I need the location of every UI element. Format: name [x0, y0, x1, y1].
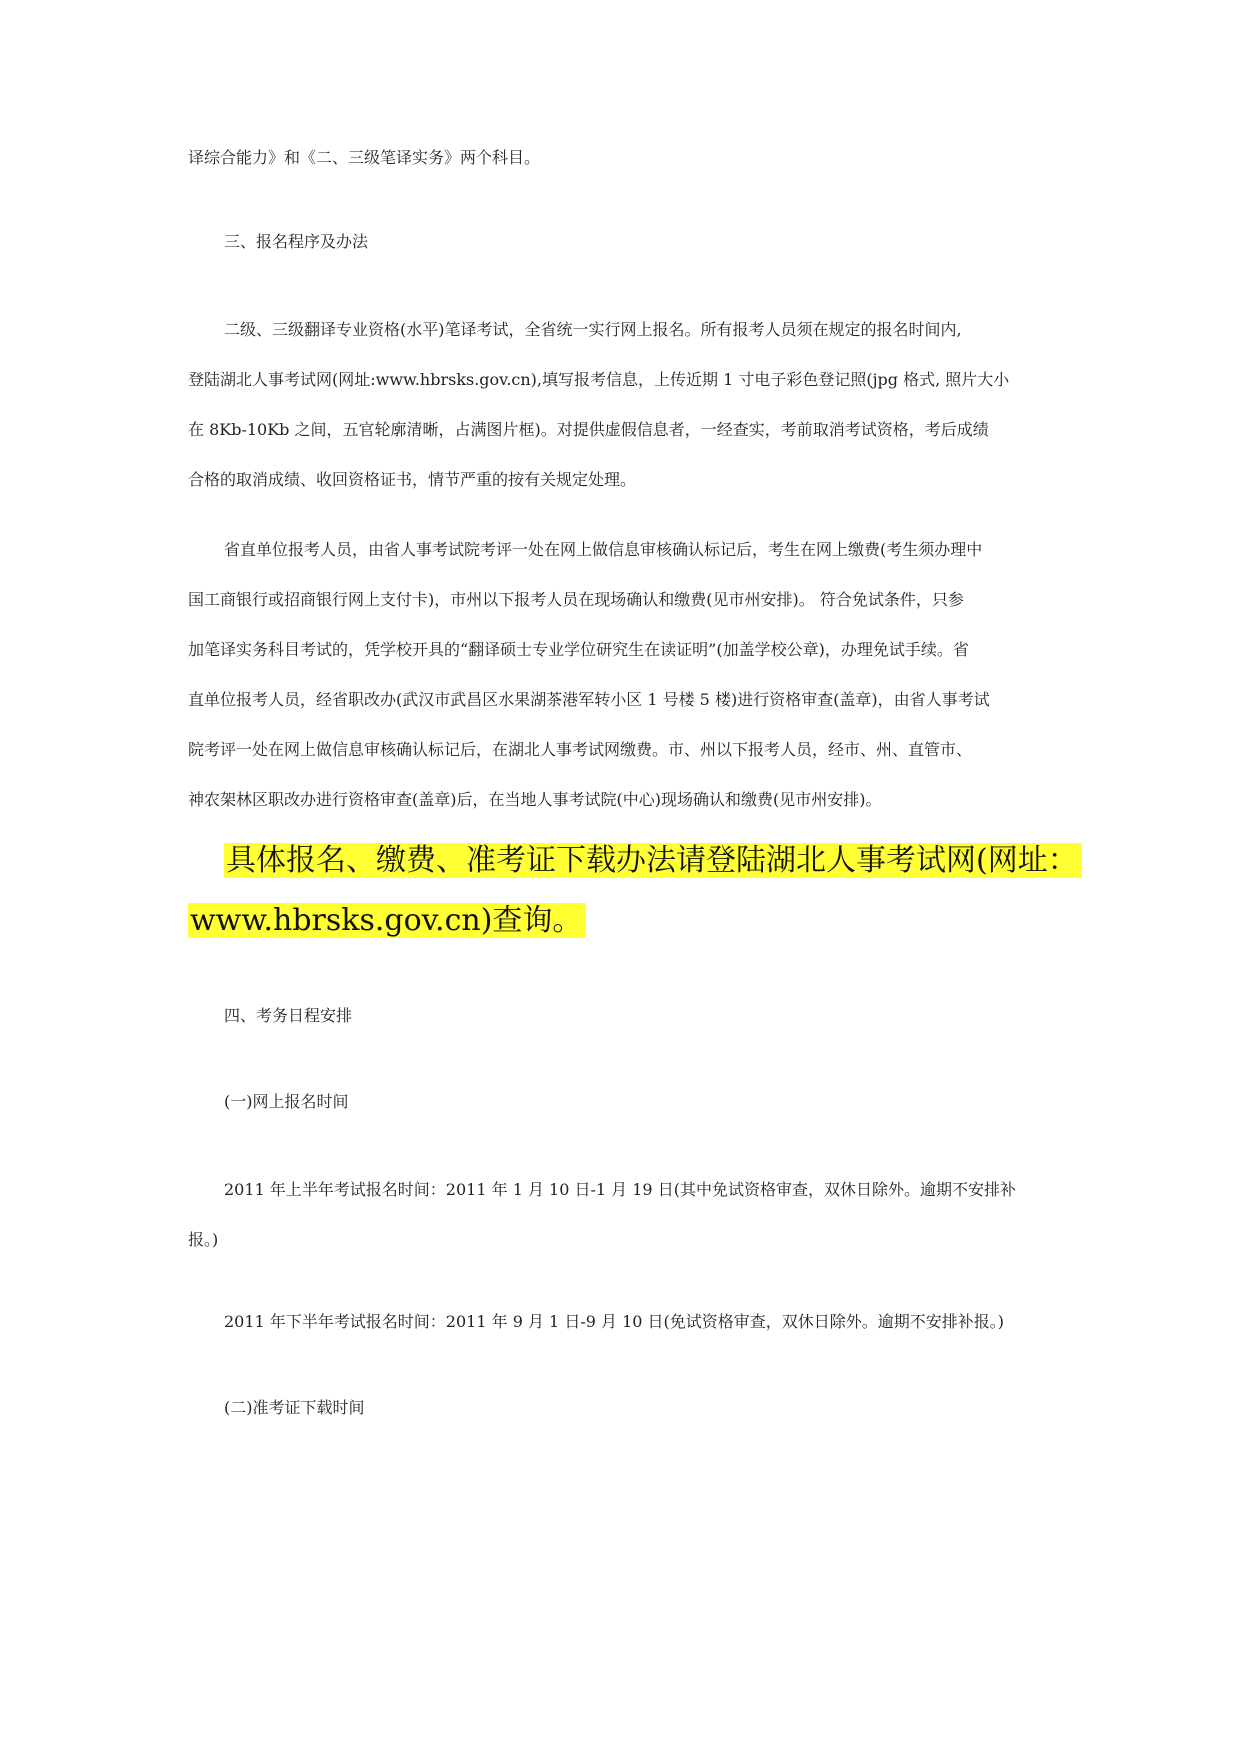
- text-line: 登陆湖北人事考试网(网址:www.hbrsks.gov.cn),填写报考信息，上传近期 1 寸电子彩色登记照(jpg 格式, 照片大小: [188, 370, 1010, 389]
- text-line: 2011 年上半年考试报名时间：2011 年 1 月 10 日-1 月 19 日(其中免试资格审查，双休日除外。逾期不安排补: [224, 1180, 1016, 1199]
- section-heading-registration: [188, 230, 1058, 254]
- subheading-text: (一)网上报名时间: [224, 1092, 349, 1111]
- text-line: 在 8Kb-10Kb 之间，五官轮廓清晰，占满图片框)。对提供虚假信息者，一经查实，考前取消考试资格，考后成绩: [188, 420, 989, 439]
- section-heading-schedule: [188, 1004, 1058, 1028]
- text-line: 直单位报考人员，经省职改办(武汉市武昌区水果湖茶港军转小区 1 号楼 5 楼)进行资格审查(盖章)，由省人事考试: [188, 690, 990, 709]
- paragraph-online-registration: [188, 318, 1058, 492]
- highlight-text: 具体报名、缴费、准考证下载办法请登陆湖北人事考试网(网址：: [224, 843, 1082, 878]
- subheading-online-registration-time: [188, 1090, 1058, 1114]
- highlighted-notice-line-2: [188, 902, 1068, 940]
- text-line: 省直单位报考人员，由省人事考试院考评一处在网上做信息审核确认标记后，考生在网上缴费(考生须办理中: [224, 540, 983, 559]
- highlight-text: www.hbrsks.gov.cn)查询。: [188, 903, 586, 938]
- paragraph-second-half-dates: [188, 1310, 1058, 1334]
- heading-text: 四、考务日程安排: [224, 1006, 353, 1025]
- subheading-text: (二)准考证下载时间: [224, 1398, 365, 1417]
- text-line: 译综合能力》和《二、三级笔译实务》两个科目。: [188, 148, 541, 167]
- text-line: 国工商银行或招商银行网上支付卡)，市州以下报考人员在现场确认和缴费(见市州安排)。 符合免试条件，只参: [188, 590, 964, 609]
- subheading-admission-ticket-time: [188, 1396, 1058, 1420]
- text-line: 神农架林区职改办进行资格审查(盖章)后，在当地人事考试院(中心)现场确认和缴费(见市州安排)。: [188, 790, 882, 809]
- paragraph-first-half-dates: [188, 1178, 1058, 1252]
- text-line: 合格的取消成绩、收回资格证书，情节严重的按有关规定处理。: [188, 470, 637, 489]
- text-line: 2011 年下半年考试报名时间：2011 年 9 月 1 日-9 月 10 日(免试资格审查，双休日除外。逾期不安排补报。): [224, 1312, 1005, 1331]
- heading-text: 三、报名程序及办法: [224, 232, 369, 251]
- text-line: 二级、三级翻译专业资格(水平)笔译考试，全省统一实行网上报名。所有报考人员须在规定的报名时间内,: [224, 320, 962, 339]
- paragraph-subjects: [188, 146, 1058, 170]
- text-line: 加笔译实务科目考试的，凭学校开具的“翻译硕士专业学位研究生在读证明”(加盖学校公章)，办理免试手续。省: [188, 640, 969, 659]
- highlighted-notice-line-1: [188, 842, 1078, 880]
- text-line: 报。): [188, 1230, 219, 1249]
- paragraph-verification: [188, 538, 1058, 812]
- text-line: 院考评一处在网上做信息审核确认标记后，在湖北人事考试网缴费。市、州以下报考人员，经市、州、直管市、: [188, 740, 973, 759]
